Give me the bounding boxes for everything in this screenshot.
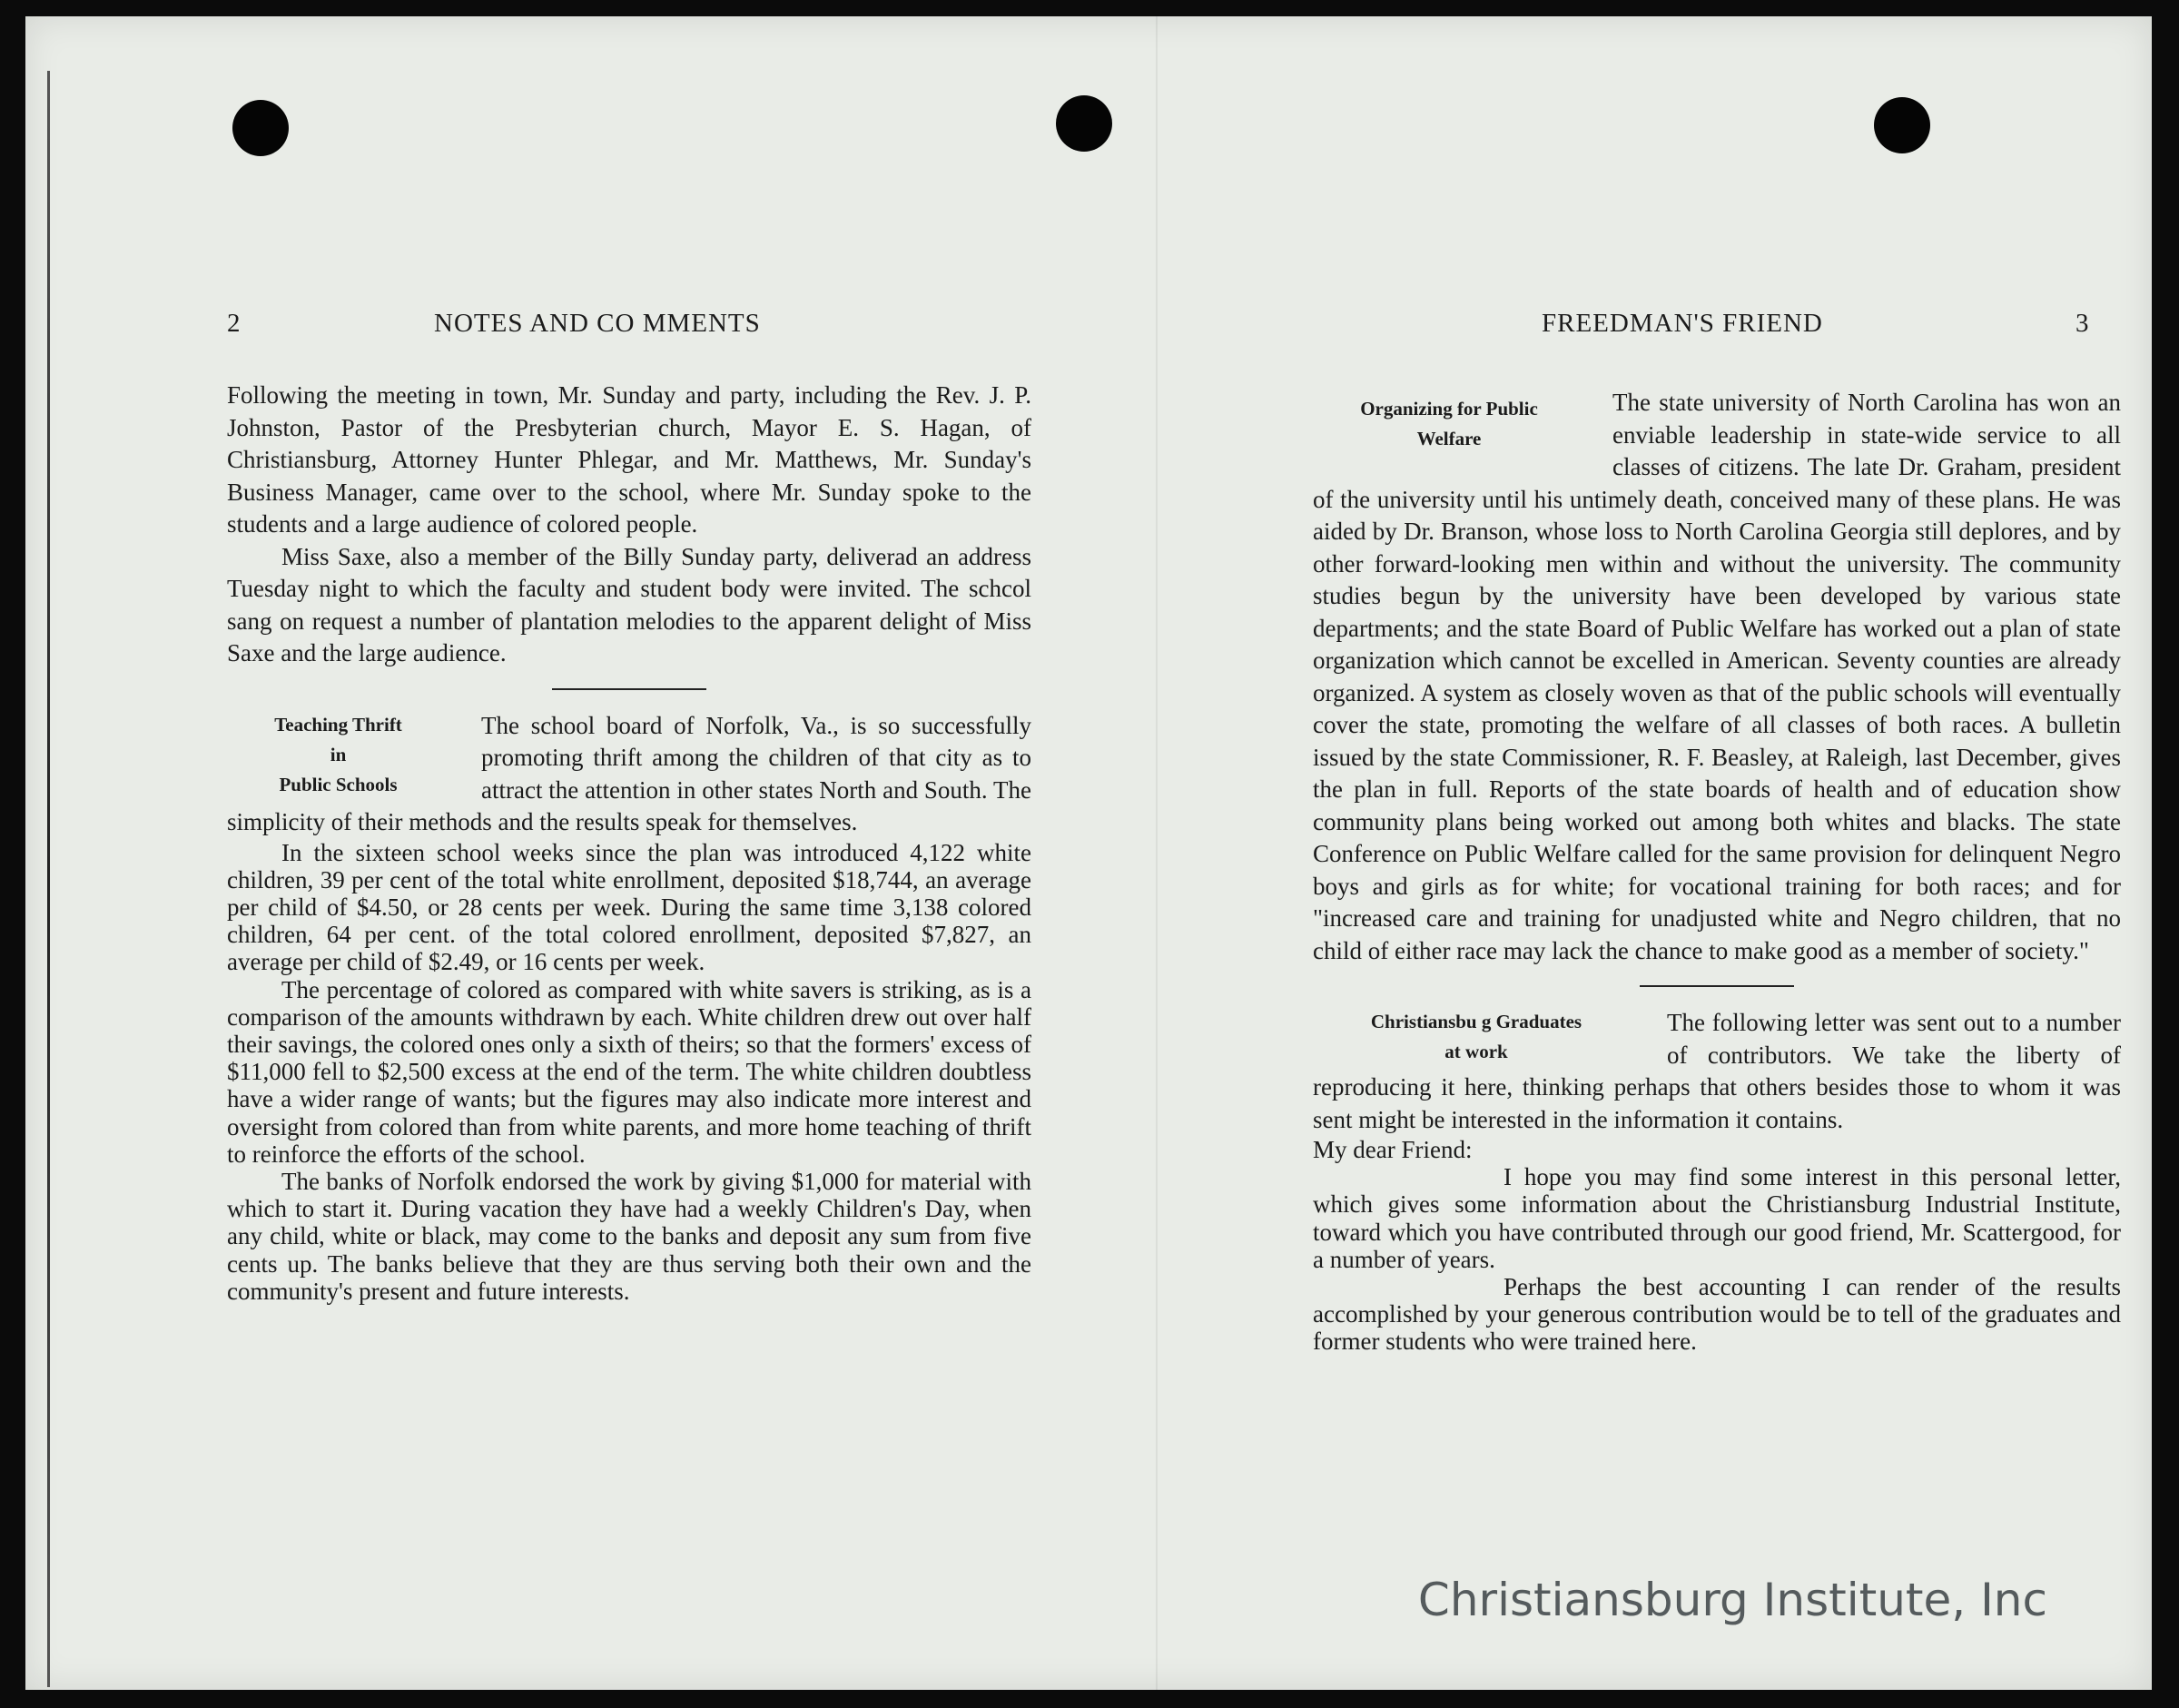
punch-hole-left <box>232 100 289 156</box>
welfare-article <box>1313 387 2121 967</box>
thrift-article <box>227 710 1031 1305</box>
right-running-head: FREEDMAN'S FRIEND <box>1542 309 1823 338</box>
right-page-number: 3 <box>2075 309 2090 338</box>
welfare-heading-line-1: Organizing for Public <box>1360 398 1538 420</box>
section-divider-right <box>1640 985 1794 987</box>
section-divider <box>552 688 706 690</box>
thrift-heading-line-1: Teaching Thrift <box>274 713 402 736</box>
newsletter-spread <box>25 16 2152 1690</box>
graduates-article <box>1313 1007 2121 1356</box>
intro-paragraph-1: Following the meeting in town, Mr. Sunday and party, including the Rev. J. P. Johnston, Pastor of the Presbyterian church, Mayor E. S. Hagan, of Christiansburg, Attorney Hunter Phlegar, and Mr. Matthews, Mr. Sunday's Business Manager, came over to the school, where Mr. Sunday spoke to the students and a large audience of colored people. <box>227 381 1031 538</box>
thrift-paragraph-3: The banks of Norfolk endorsed the work by giving $1,000 for material with which to start it. During vacation they have had a weekly Children's Day, when any child, white or black, may come to the banks and deposit any sum from five cents up. The banks believe that they are thus serving both their own and the community's present and future interests. <box>227 1167 1031 1305</box>
right-column <box>1313 387 2121 1356</box>
intro-paragraph-2: Miss Saxe, also a member of the Billy Sunday party, deliverad an address Tuesday night to which the faculty and student body were invited. The schcol sang on request a number of plantation melodies to the apparent delight of Miss Saxe and the large audience. <box>227 542 1031 666</box>
thrift-heading-line-3: Public Schools <box>279 773 398 795</box>
welfare-heading <box>1313 394 1585 454</box>
letter-paragraph-1: I hope you may find some interest in this personal letter, which gives some information about the Christiansburg Industrial Institute, toward which you have contributed through our good friend, Mr. Scattergood, for a number of years. <box>1313 1163 2121 1273</box>
letter-salutation: My dear Friend: <box>1313 1136 1473 1163</box>
thrift-paragraph-2: The percentage of colored as compared with white savers is striking, as is a comparison of the amounts withdrawn by each. White children drew out over half their savings, the colored ones only a sixth of theirs; so that the formers' excess of $11,000 fell to $2,500 excess at the end of the term. The white children doubtless have a wider range of wants; but the figures may also indicate more interest and oversight from colored than from white parents, and more home teaching of thrift to reinforce the efforts of the school. <box>227 975 1031 1168</box>
watermark: Christiansburg Institute, Inc <box>1417 1574 2047 1626</box>
thrift-paragraph-1: In the sixteen school weeks since the plan was introduced 4,122 white children, 39 per cent of the total white enrollment, deposited $18,744, an average per child of $4.50, or 28 cents per week. During the same time 3,138 colored children, 64 per cent. of the total colored enrollment, deposited $7,827, an average per child of $2.49, or 16 cents per week. <box>227 838 1031 976</box>
graduates-heading-line-2: at work <box>1444 1041 1508 1062</box>
left-running-head: NOTES AND CO MMENTS <box>434 309 761 338</box>
graduates-heading <box>1313 1007 1640 1067</box>
welfare-heading-line-2: Welfare <box>1416 428 1482 449</box>
binding-edge <box>47 71 50 1687</box>
punch-hole-center <box>1056 95 1112 152</box>
left-page-number: 2 <box>227 309 242 338</box>
left-column <box>227 380 1031 1305</box>
welfare-body: The state university of North Carolina has won an enviable leadership in state-wide service to all classes of citizens. The late Dr. Graham, president of the university until his untimely death, conceived many of these plans. He was aided by Dr. Branson, whose loss to North Carolina Georgia still deplores, and by other forward-looking men within and without the university. The community studies begun by the university have been developed by various state departments; and the state Board of Public Welfare has worked out a plan of state organization which cannot be excelled in American. Seventy counties are already organized. A system as closely woven as that of the public schools will eventually cover the state, promoting the welfare of all classes of both races. A bulletin issued by the state Commissioner, R. F. Beasley, at Raleigh, last December, gives the plan in full. Reports of the state boards of health and of education show community plans being worked out among both whites and blacks. The state Conference on Public Welfare called for the same provision for delinquent Negro boys and girls as for white; for vocational training for both races; and for "increased care and training for unadjusted white and Negro children, that no child of either race may lack the chance to make good as a member of society." <box>1313 389 2121 964</box>
thrift-heading <box>227 710 449 800</box>
graduates-heading-line-1: Christiansbu g Graduates <box>1370 1011 1582 1032</box>
letter-paragraph-2: Perhaps the best accounting I can render of the results accomplished by your generous contribution would be to tell of the graduates and former students who were trained here. <box>1313 1273 2121 1356</box>
thrift-heading-line-2: in <box>330 743 347 765</box>
punch-hole-right <box>1874 97 1930 153</box>
center-fold <box>1156 16 1158 1690</box>
thrift-lead: The school board of Norfolk, Va., is so successfully promoting thrift among the children of that city as to attract the attention in other states North and South. The simplicity of their methods and the results speak for themselves. <box>227 711 1031 835</box>
graduates-lead: The following letter was sent out to a number of contributors. We take the liberty of reproducing it here, thinking perhaps that others besides those to whom it was sent might be interested in the information it contains. <box>1313 1009 2121 1133</box>
